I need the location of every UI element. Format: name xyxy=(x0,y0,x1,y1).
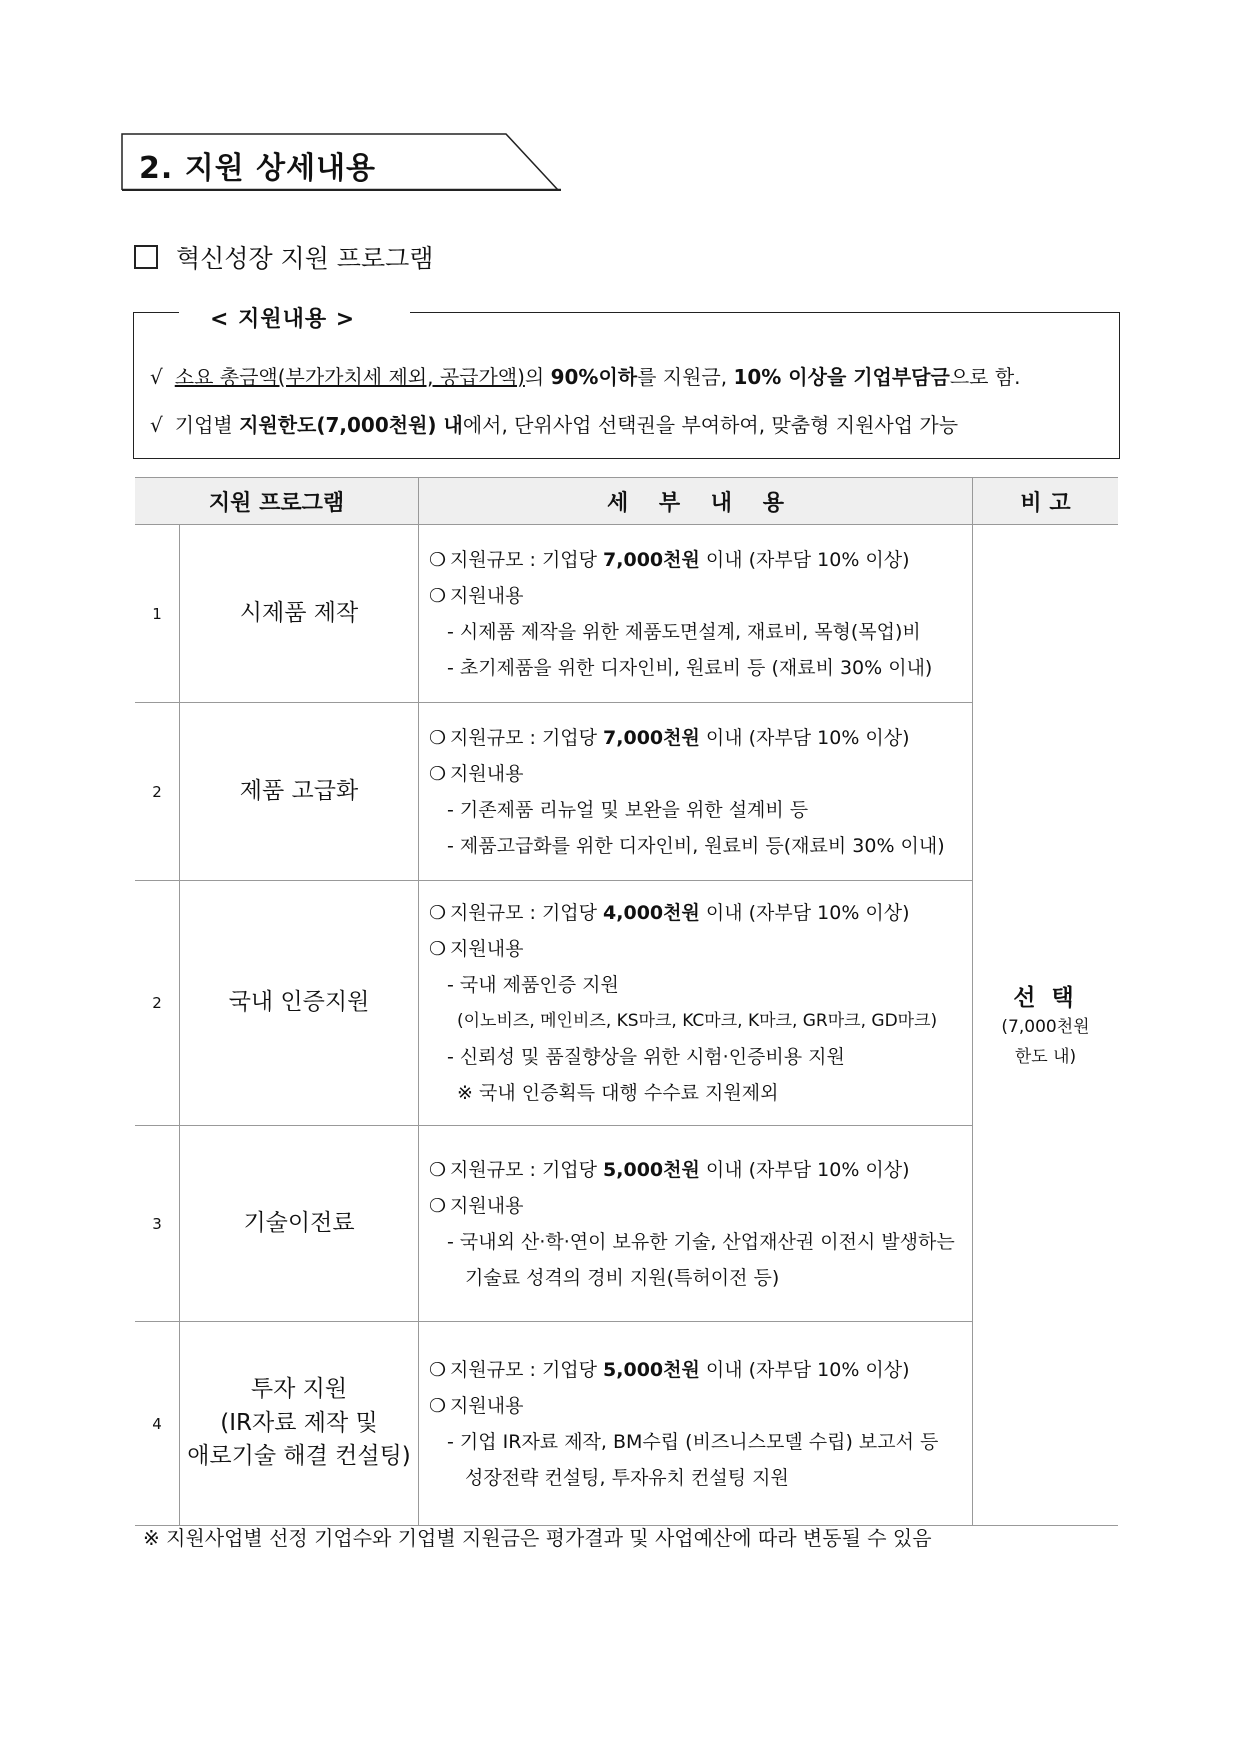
content-item: - 기업 IR자료 제작, BM수립 (비즈니스모델 수립) 보고서 등 xyxy=(447,1430,939,1453)
row-program xyxy=(180,881,419,1126)
support-box-top-left xyxy=(133,312,179,313)
note-2-part-b: 지원한도(7,000천원) 내 xyxy=(239,413,463,437)
scale-label: 지원규모 : 기업당 xyxy=(450,1158,604,1181)
note-1-part-a: 소요 총금액(부가가치세 제외, 공급가액) xyxy=(174,365,525,389)
note-1-part-e: 10% 이상을 기업부담금 xyxy=(733,365,950,389)
program-name-sub: (IR자료 제작 및 xyxy=(220,1409,378,1436)
footnote: ※ 지원사업별 선정 기업수와 기업별 지원금은 평가결과 및 사업예산에 따라 변동될 수 있음 xyxy=(143,1526,932,1550)
scale-line xyxy=(429,1152,972,1188)
content-item: - 시제품 제작을 위한 제품도면설계, 재료비, 목형(목업)비 xyxy=(447,620,921,643)
program-table xyxy=(135,477,1118,1526)
checkbox-square-icon xyxy=(134,245,158,269)
table-row xyxy=(135,703,1118,881)
remark-select: 선 택 xyxy=(1013,984,1078,1011)
content-label-line xyxy=(429,1188,972,1224)
content-label-line xyxy=(429,578,972,614)
program-name: 기술이전료 xyxy=(243,1209,355,1236)
circle-bullet-icon: ❍ xyxy=(429,548,447,571)
remark-cell xyxy=(973,525,1119,1526)
scale-label: 지원규모 : 기업당 xyxy=(450,902,604,924)
content-item: 기술료 성격의 경비 지원(특허이전 등) xyxy=(465,1266,780,1289)
table-row xyxy=(135,1322,1118,1526)
scale-label: 지원규모 : 기업당 xyxy=(450,726,604,749)
support-box-legend: < 지원내용 > xyxy=(210,307,356,332)
check-mark-icon: √ xyxy=(150,413,163,437)
header-detail: 세 부 내 용 xyxy=(419,478,973,525)
check-mark-icon: √ xyxy=(150,365,163,389)
scale-line xyxy=(429,1352,972,1388)
header-program: 지원 프로그램 xyxy=(135,478,419,525)
remark-limit-2: 한도 내) xyxy=(1014,1046,1077,1067)
row-detail xyxy=(419,525,973,703)
row-program xyxy=(180,703,419,881)
content-item: - 국내 제품인증 지원 xyxy=(447,974,619,996)
scale-label: 지원규모 : 기업당 xyxy=(450,1358,604,1381)
content-item: (이노비즈, 메인비즈, KS마크, KC마크, K마크, GR마크, GD마크) xyxy=(457,1011,938,1031)
note-1-part-f: 으로 함. xyxy=(949,365,1021,389)
circle-bullet-icon: ❍ xyxy=(429,938,447,960)
program-name: 국내 인증지원 xyxy=(228,989,370,1016)
note-1-part-c: 90%이하 xyxy=(550,365,638,389)
scale-line xyxy=(429,720,972,756)
program-heading-text: 혁신성장 지원 프로그램 xyxy=(176,244,434,273)
note-2-part-c: 에서, 단위사업 선택권을 부여하여, 맞춤형 지원사업 가능 xyxy=(462,413,959,437)
row-number: 1 xyxy=(135,525,180,703)
support-note-2 xyxy=(150,409,958,438)
circle-bullet-icon: ❍ xyxy=(429,1194,447,1217)
circle-bullet-icon: ❍ xyxy=(429,1358,447,1381)
content-label: 지원내용 xyxy=(450,938,524,960)
scale-amount: 5,000천원 xyxy=(603,1158,700,1181)
row-program xyxy=(180,525,419,703)
content-item: - 초기제품을 위한 디자인비, 원료비 등 (재료비 30% 이내) xyxy=(447,656,933,679)
scale-suffix: 이내 (자부담 10% 이상) xyxy=(699,726,910,749)
scale-suffix: 이내 (자부담 10% 이상) xyxy=(699,1358,910,1381)
scale-amount: 7,000천원 xyxy=(603,548,700,571)
program-name: 투자 지원 xyxy=(250,1376,348,1403)
content-item: - 국내외 산·학·연이 보유한 기술, 산업재산권 이전시 발생하는 xyxy=(447,1230,955,1253)
program-name-sub: 애로기술 해결 컨설팅) xyxy=(187,1443,411,1470)
circle-bullet-icon: ❍ xyxy=(429,726,447,749)
row-detail xyxy=(419,1322,973,1526)
scale-suffix: 이내 (자부담 10% 이상) xyxy=(699,548,910,571)
scale-line xyxy=(429,895,972,931)
content-label: 지원내용 xyxy=(450,584,524,607)
circle-bullet-icon: ❍ xyxy=(429,762,447,785)
section-title: 2. 지원 상세내용 xyxy=(139,151,377,186)
row-program xyxy=(180,1126,419,1322)
content-item: 성장전략 컨설팅, 투자유치 컨설팅 지원 xyxy=(465,1466,789,1489)
content-label: 지원내용 xyxy=(450,1194,524,1217)
content-item: - 기존제품 리뉴얼 및 보완을 위한 설계비 등 xyxy=(447,798,809,821)
scale-suffix: 이내 (자부담 10% 이상) xyxy=(699,1158,910,1181)
content-label: 지원내용 xyxy=(450,1394,524,1417)
table-row xyxy=(135,525,1118,703)
table-row xyxy=(135,1126,1118,1322)
content-item: - 제품고급화를 위한 디자인비, 원료비 등(재료비 30% 이내) xyxy=(447,834,945,857)
row-number: 4 xyxy=(135,1322,180,1526)
row-number: 2 xyxy=(135,881,180,1126)
header-remark: 비 고 xyxy=(973,478,1119,525)
content-label: 지원내용 xyxy=(450,762,524,785)
remark-limit-1: (7,000천원 xyxy=(1001,1016,1090,1037)
content-item: - 신뢰성 및 품질향상을 위한 시험·인증비용 지원 xyxy=(447,1046,845,1068)
scale-amount: 7,000천원 xyxy=(603,726,700,749)
program-name: 제품 고급화 xyxy=(239,777,359,804)
content-item: ※ 국내 인증획득 대행 수수료 지원제외 xyxy=(457,1082,779,1104)
support-note-1 xyxy=(150,361,1021,390)
scale-amount: 4,000천원 xyxy=(603,902,700,924)
program-name: 시제품 제작 xyxy=(239,599,359,626)
content-label-line xyxy=(429,931,972,967)
row-detail xyxy=(419,703,973,881)
circle-bullet-icon: ❍ xyxy=(429,584,447,607)
scale-label: 지원규모 : 기업당 xyxy=(450,548,604,571)
scale-line xyxy=(429,542,972,578)
row-number: 2 xyxy=(135,703,180,881)
row-detail xyxy=(419,1126,973,1322)
note-2-part-a: 기업별 xyxy=(174,413,240,437)
circle-bullet-icon: ❍ xyxy=(429,902,447,924)
content-label-line xyxy=(429,1388,972,1424)
circle-bullet-icon: ❍ xyxy=(429,1394,447,1417)
row-program xyxy=(180,1322,419,1526)
table-header-row xyxy=(135,478,1118,525)
content-label-line xyxy=(429,756,972,792)
row-detail xyxy=(419,881,973,1126)
scale-amount: 5,000천원 xyxy=(603,1358,700,1381)
note-1-part-b: 의 xyxy=(524,365,551,389)
scale-suffix: 이내 (자부담 10% 이상) xyxy=(699,902,910,924)
row-number: 3 xyxy=(135,1126,180,1322)
table-row xyxy=(135,881,1118,1126)
program-heading xyxy=(134,239,433,275)
note-1-part-d: 를 지원금, xyxy=(637,365,734,389)
support-box-top-right xyxy=(410,312,1120,313)
section-title-box xyxy=(121,133,561,191)
circle-bullet-icon: ❍ xyxy=(429,1158,447,1181)
